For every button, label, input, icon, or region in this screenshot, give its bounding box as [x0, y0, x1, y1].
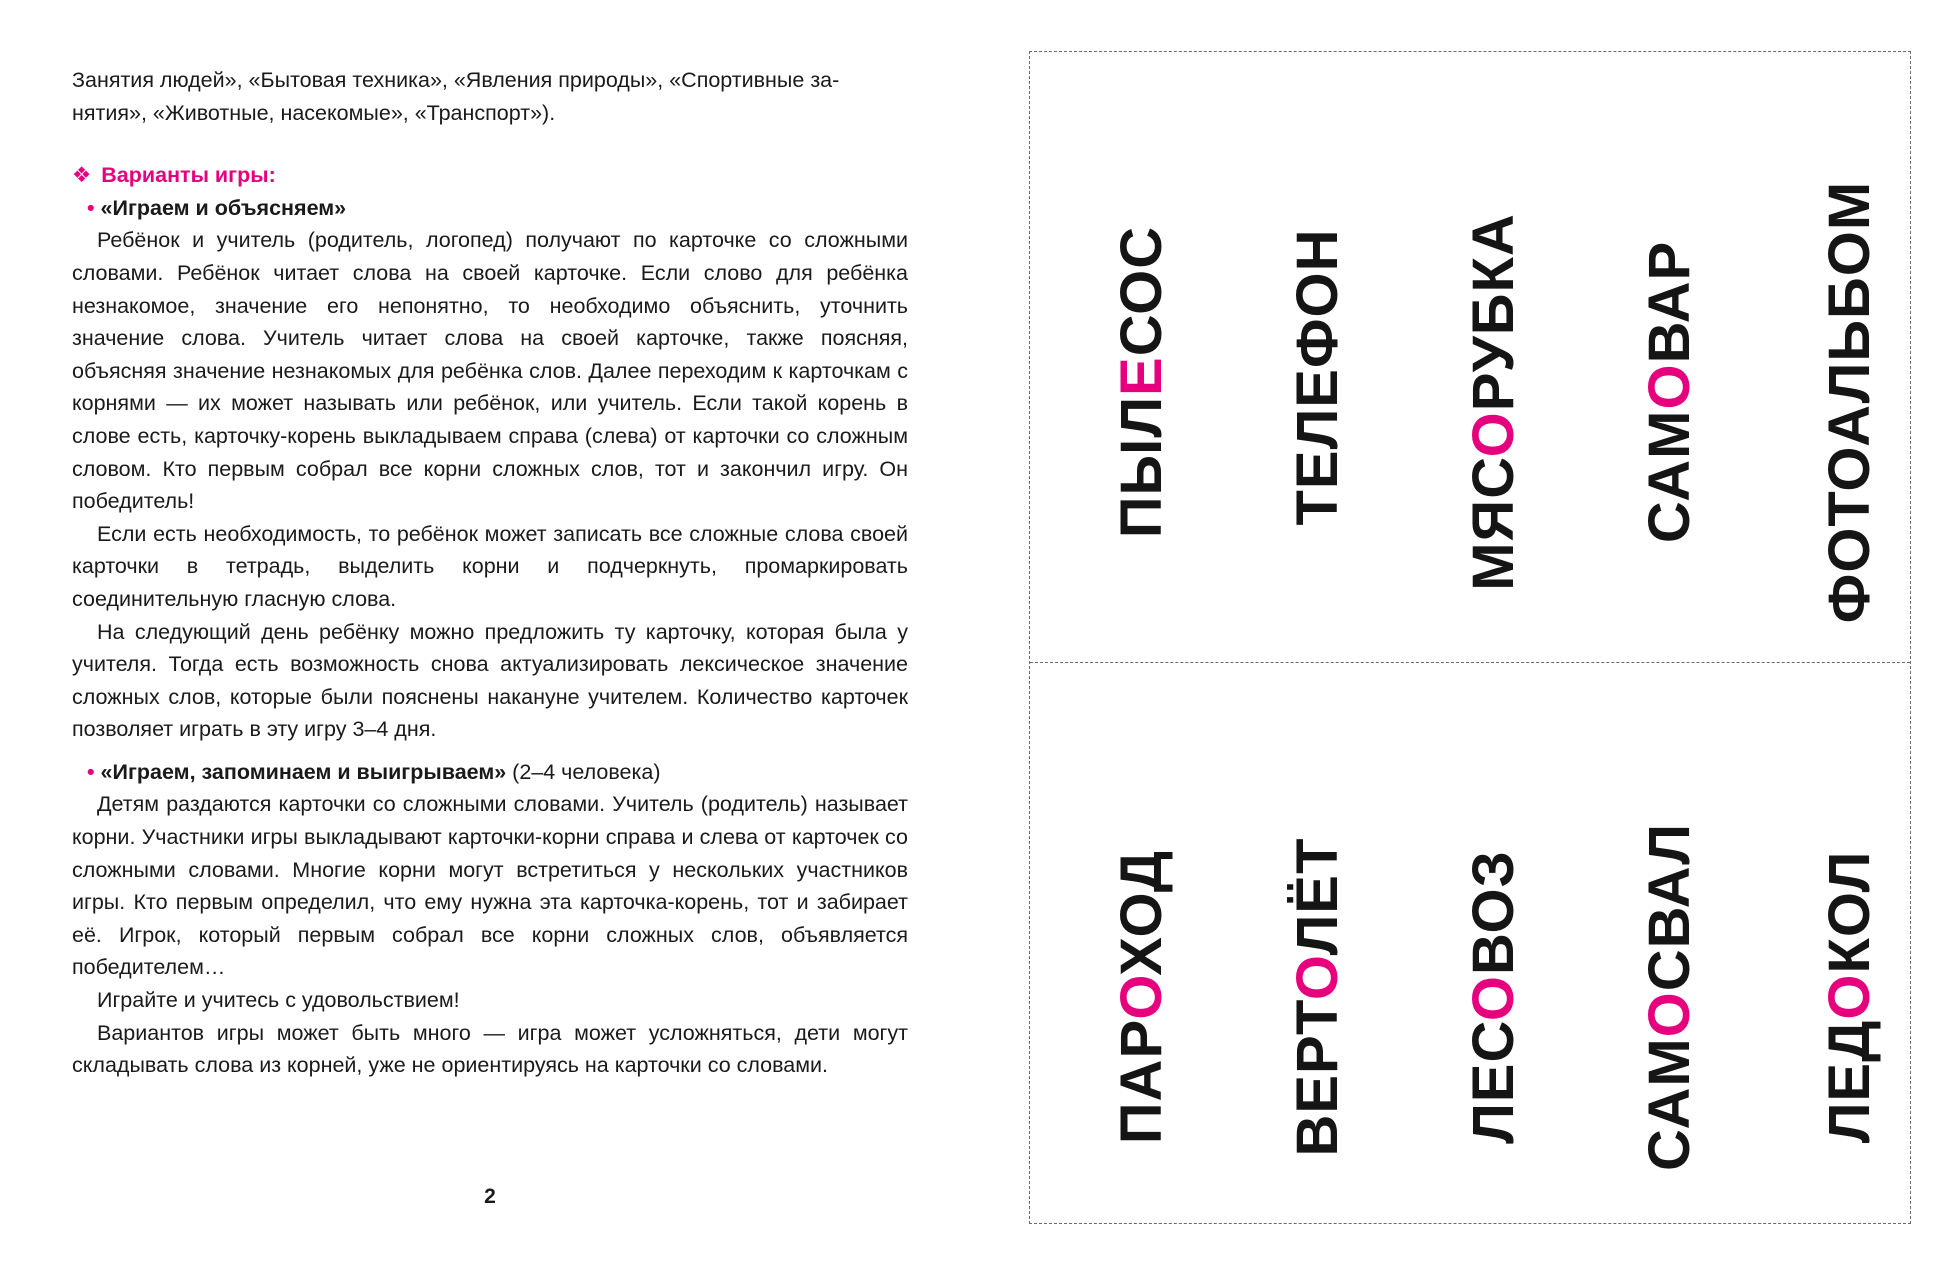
card-word: ЛЕСОВОЗ — [1461, 850, 1526, 1144]
card-word: ФОТОАЛЬБОМ — [1817, 180, 1882, 624]
game1-paragraph-3: На следующий день ребёнку можно предложить ту карточку, которая была у учителя. Тогда есть возможность снова актуализировать лексическое значение сложных слов, которые были пояснены накануне учителем. Количество карточек позволяет играть в эту игру 3–4 дня. — [72, 619, 908, 742]
card-word: ТЕЛЕФОН — [1285, 228, 1350, 526]
game1-paragraph-1: Ребёнок и учитель (родитель, логопед) получают по карточке со сложными словами. Ребёнок читает слова на своей карточке. Если слово для ребёнка незнакомое, значение его непонятно, то необходимо объяснить, уточнить значение слова. Учитель читает слова на своей карточке, также поясняя, объясняя значение незнакомых для ребёнка слов. Далее переходим к карточкам с корнями — их может называть или ребёнок, или учитель. Если такой корень в слове есть, карточку-корень выкладываем справа (слева) от карточки со сложным словом. Кто первым собрал все корни сложных слов, тот и закончил игру. Он победитель! — [72, 228, 908, 514]
diamond-bullet-icon: ❖ — [72, 163, 92, 188]
game2-title: «Играем, запоминаем и выигрываем» — [100, 759, 507, 784]
section-heading-text: Варианты игры: — [101, 163, 276, 188]
game1-heading — [87, 192, 908, 225]
intro-text — [72, 64, 908, 129]
bullet-icon: • — [87, 759, 95, 784]
intro-line-2: нятия», «Животные, насекомые», «Транспорт»). — [72, 100, 556, 125]
card-word: МЯСОРУБКА — [1461, 213, 1526, 591]
card-word: ПАРОХОД — [1109, 849, 1174, 1145]
game2-players: (2–4 человека) — [512, 759, 661, 784]
section-heading — [72, 159, 908, 192]
card-word: ПЫЛЕСОС — [1109, 225, 1174, 539]
card-word: ВЕРТОЛЁТ — [1285, 837, 1350, 1157]
card-cut-line — [1030, 662, 1910, 663]
game2-heading — [87, 756, 908, 789]
card-word: САМОСВАЛ — [1637, 823, 1702, 1171]
game2-paragraph-2: Играйте и учитесь с удовольствием! — [97, 988, 460, 1013]
game1-paragraph-2: Если есть необходимость, то ребёнок может записать все сложные слова своей карточки в тетрадь, выделить корни и подчеркнуть, промаркировать соединительную гласную слова. — [72, 521, 908, 611]
page-number: 2 — [484, 1185, 496, 1208]
cut-out-card-sheet — [1029, 51, 1911, 1224]
card-word: ЛЕДОКОЛ — [1817, 850, 1882, 1144]
game2-paragraph-1: Детям раздаются карточки со сложными словами. Учитель (родитель) называет корни. Участники игры выкладывают карточки-корни справа и слева от карточек со сложными словами. Многие корни могут встретиться у нескольких участников игры. Кто первым определил, что ему нужна эта карточка-корень, тот и забирает её. Игрок, который первым собрал все корни сложных слов, объявляется победителем… — [72, 792, 908, 980]
game2-paragraph-3: Вариантов игры может быть много — игра может усложняться, дети могут складывать слова из корней, уже не ориентируясь на карточки со словами. — [72, 1020, 908, 1078]
game1-title: «Играем и объясняем» — [100, 195, 347, 220]
card-word: САМОВАР — [1637, 240, 1702, 544]
intro-line-1: Занятия людей», «Бытовая техника», «Явления природы», «Спортивные за- — [72, 68, 840, 92]
left-page — [72, 64, 908, 1082]
bullet-icon: • — [87, 195, 95, 220]
